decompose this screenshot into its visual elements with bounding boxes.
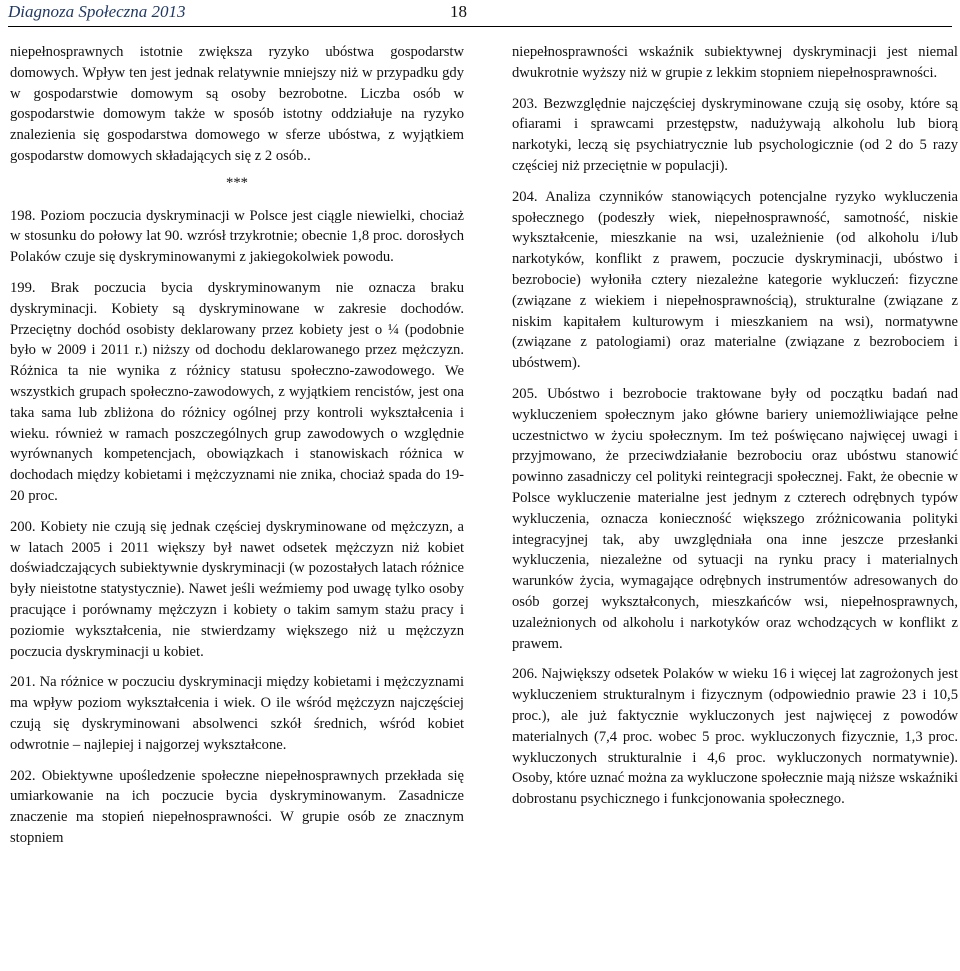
paragraph-200: 200. Kobiety nie czują się jednak częściej dyskryminowane od mężczyzn, a w latach 2005 i 2011 większy był nawet odsetek mężczyzn niż kobiet doświadczających subiektywnie dyskryminacji (w pozostałych latach różnice były nieistotne statystycznie). Nawet jeśli weźmiemy pod uwagę tylko osoby pracujące i porównamy mężczyzn i kobiety o takim samym stażu pracy i poziomie wykształcenia, nie stwierdzamy większego niż u mężczyzn poczucia dyskryminacji u kobiet. xyxy=(10,518,464,660)
left-column xyxy=(10,42,464,859)
paragraph-continuation: niepełnosprawności wskaźnik subiektywnej dyskryminacji jest niemal dwukrotnie wyższy niż w grupie z lekkim stopniem niepełnosprawności. xyxy=(512,44,958,81)
right-column xyxy=(512,42,958,820)
page-header xyxy=(8,0,952,27)
paragraph-202: 202. Obiektywne upośledzenie społeczne niepełnosprawnych przekłada się umiarkowanie na ich poczucie bycia dyskryminowanym. Zasadnicze znaczenie ma stopień niepełnosprawności. W grupie osób ze znacznym stopniem xyxy=(10,767,464,846)
paragraph-199: 199. Brak poczucia bycia dyskryminowanym nie oznacza braku dyskryminacji. Kobiety są dyskryminowane w zakresie dochodów. Przeciętny dochód osobisty deklarowany przez kobiety jest o ¼ (podobnie było w 2009 i 2011 r.) niższy od dochodu deklarowanego przez mężczyzn. Różnica ta nie wynika z różnicy statusu społeczno-zawodowego. We wszystkich grupach społeczno-zawodowych, z wyjątkiem rencistów, jest ona taka sama lub zbliżona do różnicy ogólnej przy kontroli wykształcenia i wieku. również w ramach poszczególnych grup zawodowych o względnie wyrównanych kompetencjach, obowiązkach i stanowiskach różnica w dochodach między kobietami i mężczyznami nie znika, chociaż spada do 19-20 proc. xyxy=(10,279,464,504)
paragraph-continuation: niepełnosprawnych istotnie zwiększa ryzyko ubóstwa gospodarstw domowych. Wpływ ten jest jednak relatywnie mniejszy niż w przypadku gdy w gospodarstwie domowym są osoby bezrobotne. Liczba osób w gospodarstwie domowym także w sposób istotny oddziałuje na ryzyko znalezienia się gospodarstwa domowego w sferze ubóstwa, z wyjątkiem gospodarstw domowych składających się z 2 osób.. xyxy=(10,44,464,164)
section-separator: *** xyxy=(226,174,248,191)
publication-title: Diagnoza Społeczna 2013 xyxy=(8,2,186,21)
paragraph-201: 201. Na różnice w poczuciu dyskryminacji między kobietami i mężczyznami ma wpływ poziom wykształcenia i wiek. O ile wśród mężczyzn najczęściej czują się dyskryminowani absolwenci szkół średnich, wśród kobiet odwrotnie – najlepiej i najgorzej wykształcone. xyxy=(10,674,464,753)
paragraph-198: 198. Poziom poczucia dyskryminacji w Polsce jest ciągle niewielki, chociaż w stosunku do połowy lat 90. wzrósł trzykrotnie; obecnie 1,8 proc. dorosłych Polaków czuje się dyskryminowanymi z jakiegokolwiek powodu. xyxy=(10,207,464,266)
paragraph-204: 204. Analiza czynników stanowiących potencjalne ryzyko wykluczenia społecznego (podeszły wiek, niepełnosprawność, samotność, niskie wykształcenie, mieszkanie na wsi, uzależnienie (od alkoholu i/lub narkotyków, konflikt z prawem, poczucie dyskryminacji, ubóstwo i bezrobocie) wyłoniła cztery niezależne kategorie wykluczeń: fizyczne (związane z wiekiem i niepełnosprawnością), strukturalne (związane z niskim kapitałem kulturowym i mieszkaniem na wsi), normatywne (związane z patologiami) oraz materialne (związane z bezrobociem i ubóstwem). xyxy=(512,188,958,372)
paragraph-203: 203. Bezwzględnie najczęściej dyskryminowane czują się osoby, które są ofiarami i sprawcami przestępstw, nadużywają alkoholu lub biorą narkotyki, leczą się psychiatrycznie lub psychologicznie (od 2 do 5 razy częściej niż przeciętnie w populacji). xyxy=(512,95,958,174)
paragraph-206: 206. Największy odsetek Polaków w wieku 16 i więcej lat zagrożonych jest wykluczeniem strukturalnym i fizycznym (odpowiednio prawie 23 i 10,5 proc.), ale już faktycznie wykluczonych jest najwięcej z powodów materialnych (7,4 proc. wobec 5 proc. wykluczonych fizycznie, 1,3 proc. wykluczonych strukturalnie i 4,6 proc. wykluczonych normatywnie). Osoby, które uznać można za wykluczone społecznie mają niższe wskaźniki dobrostanu psychicznego i funkcjonowania społecznego. xyxy=(512,666,958,808)
page-number: 18 xyxy=(450,2,467,21)
paragraph-205: 205. Ubóstwo i bezrobocie traktowane były od początku badań nad wykluczeniem społecznym jako główne bariery uniemożliwiające pełne uczestnictwo w życiu społecznym. Im też poświęcano najwięcej uwagi i przyjmowano, że przeciwdziałanie bezrobociu oraz ubóstwu stanowić powinno zasadniczy cel polityki reintegracji społecznej. Fakt, że obecnie w Polsce wykluczenie materialne jest jednym z czterech odrębnych typów wykluczenia, oznacza konieczność większego zróżnicowania polityki integracyjnej tak, aby uwzględniała ona inne jeszcze przesłanki wykluczenia, niezależne od sytuacji na rynku pracy i materialnych warunków życia, wymagające odrębnych instrumentów adresowanych do osób gorzej wykształconych, mieszkańców wsi, niepełnosprawnych, uzależnionych od alkoholu i narkotyków oraz wchodzących w konflikt z prawem. xyxy=(512,385,958,652)
